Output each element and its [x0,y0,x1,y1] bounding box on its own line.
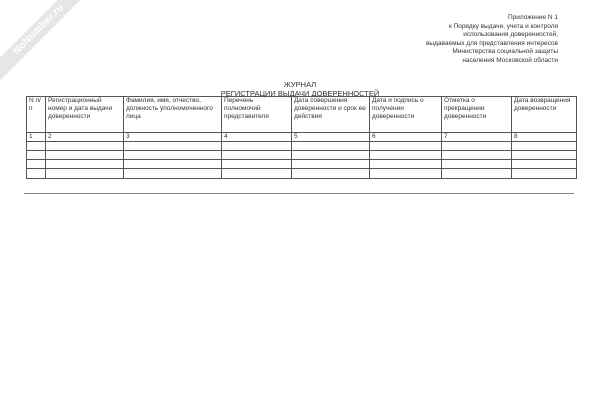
table-cell [27,142,46,151]
table-cell [512,151,577,160]
table-row [27,151,577,160]
appendix-line: Министерства социальной защиты [452,48,558,56]
journal-title-line2: РЕГИСТРАЦИИ ВЫДАЧИ ДОВЕРЕННОСТЕЙ [220,89,380,98]
table-cell [512,160,577,169]
table-cell [27,160,46,169]
column-header-number: N п/п [27,97,46,133]
table-cell [292,160,370,169]
table-cell [27,151,46,160]
column-header-receipt-signature: Дата и подпись о получении доверенности [370,97,442,133]
table-cell [222,151,292,160]
appendix-line: использования доверенностей, [463,31,558,39]
table-cell [512,169,577,179]
table-cell [46,160,124,169]
table-row [27,160,577,169]
table-cell [442,142,512,151]
table-cell [124,169,222,179]
watermark: NoNumber.ru [0,0,98,89]
table-cell [292,151,370,160]
table-cell [292,142,370,151]
column-number: 4 [222,133,292,142]
column-number: 3 [124,133,222,142]
table-cell [370,169,442,179]
table-cell [292,169,370,179]
column-header-powers: Перечень полномочий представителя [222,97,292,133]
table-cell [222,160,292,169]
table-cell [442,169,512,179]
table-cell [46,169,124,179]
column-header-return-date: Дата возвращения доверенности [512,97,577,133]
column-number: 8 [512,133,577,142]
table-row [27,142,577,151]
table-cell [46,142,124,151]
table-cell [222,169,292,179]
page-divider [24,193,574,194]
column-header-issue-date-validity: Дата совершения доверенности и срок ее действия [292,97,370,133]
table-cell [46,151,124,160]
column-header-termination: Отметка о прекращении доверенности [442,97,512,133]
table-row [27,169,577,179]
table-cell [370,142,442,151]
appendix-line: к Порядку выдачи, учета и контроля [448,22,558,30]
table-cell [222,142,292,151]
table-cell [124,151,222,160]
column-header-registration: Регистрационный номер и дата выдачи доверенности [46,97,124,133]
column-number: 6 [370,133,442,142]
table-cell [124,142,222,151]
table-cell [370,151,442,160]
table-cell [442,151,512,160]
table-cell [124,160,222,169]
table-cell [27,169,46,179]
appendix-line: населения Московской области [462,56,558,64]
table-cell [370,160,442,169]
appendix-block [426,14,558,66]
column-number: 7 [442,133,512,142]
journal-table [26,96,577,179]
table-cell [512,142,577,151]
column-number: 5 [292,133,370,142]
column-header-authorized-person: Фамилия, имя, отчество, должность уполномоченного лица [124,97,222,133]
appendix-line: Приложение N 1 [507,14,558,21]
column-number: 1 [27,133,46,142]
table-header-row [27,97,577,133]
journal-title-line1: ЖУРНАЛ [283,80,317,89]
column-number: 2 [46,133,124,142]
table-cell [442,160,512,169]
column-number-row [27,133,577,142]
appendix-line: выдаваемых для представления интересов [425,39,558,47]
